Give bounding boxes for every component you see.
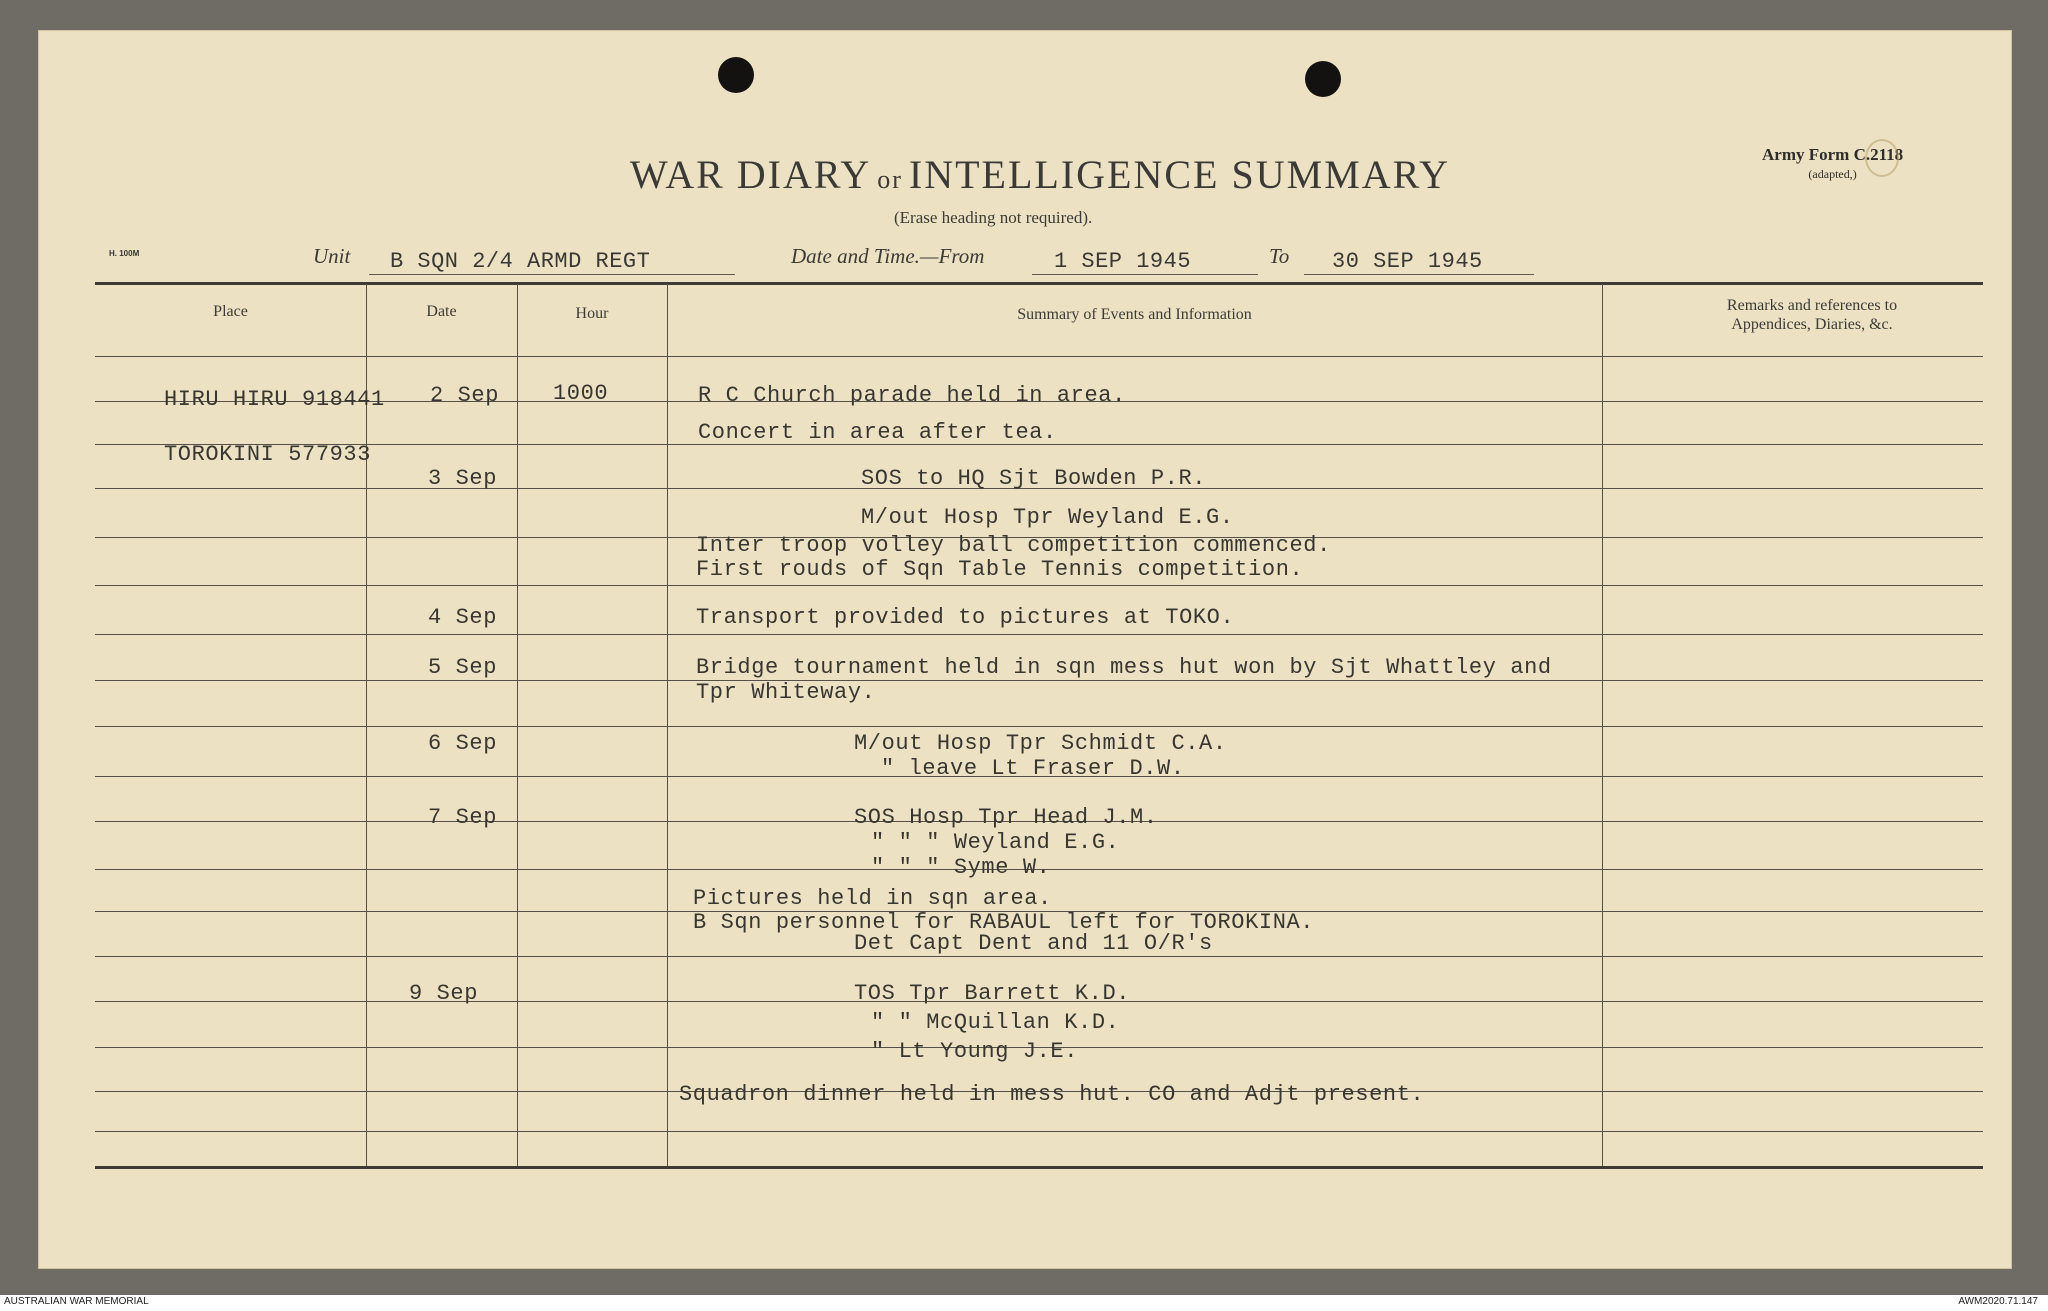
col-head-summary: Summary of Events and Information [1017, 306, 1252, 323]
summary-line: Pictures held in sqn area. [693, 886, 1052, 911]
table-top-border [95, 282, 1983, 285]
ruled-line [95, 1131, 1983, 1132]
summary-line: R C Church parade held in area. [698, 383, 1126, 408]
date-entry: 3 Sep [428, 466, 498, 491]
from-underline [1032, 274, 1258, 275]
summary-line: " Lt Young J.E. [871, 1039, 1079, 1064]
unit-value: B SQN 2/4 ARMD REGT [390, 249, 651, 274]
summary-line: " " " Syme W. [871, 855, 1051, 880]
ruled-line [95, 726, 1983, 727]
summary-line: " leave Lt Fraser D.W. [881, 756, 1185, 781]
place-entry: HIRU HIRU 918441 [164, 387, 385, 412]
date-entry: 6 Sep [428, 731, 498, 756]
title-intelligence-summary: INTELLIGENCE SUMMARY [908, 152, 1450, 197]
date-time-label: Date and Time.—From [791, 244, 985, 268]
date-entry: 7 Sep [428, 805, 498, 830]
col-divider-hour [667, 284, 668, 1166]
table-bottom-border [95, 1166, 1983, 1169]
summary-line: Tpr Whiteway. [696, 680, 876, 705]
summary-line: Inter troop volley ball competition commenced. [696, 533, 1331, 558]
date-entry: 4 Sep [428, 605, 498, 630]
summary-line: First rouds of Sqn Table Tennis competition. [696, 557, 1304, 582]
title-or: or [877, 165, 903, 194]
ruled-line [95, 585, 1983, 586]
archive-footer [0, 1295, 2048, 1311]
col-divider-date [517, 284, 518, 1166]
col-head-remarks: Remarks and references to Appendices, Diaries, &c. [1726, 297, 1898, 333]
summary-line: SOS Hosp Tpr Head J.M. [854, 805, 1158, 830]
ruled-line [95, 956, 1983, 957]
summary-line: " " " Weyland E.G. [871, 830, 1120, 855]
footer-accession-number: AWM2020.71.147 [1958, 1296, 2038, 1307]
ruled-line [95, 634, 1983, 635]
stamp-mark [1865, 139, 1899, 177]
army-form-number: Army Form C.2118 (adapted,) [1762, 145, 1904, 181]
to-value: 30 SEP 1945 [1332, 249, 1483, 274]
ruled-line [95, 680, 1983, 681]
summary-line: Det Capt Dent and 11 O/R's [854, 931, 1213, 956]
summary-line: TOS Tpr Barrett K.D. [854, 981, 1131, 1006]
hour-entry: 1000 [553, 381, 609, 406]
punch-hole [718, 57, 754, 93]
form-code: H. 100M [109, 249, 140, 258]
summary-line: Transport provided to pictures at TOKO. [696, 605, 1235, 630]
title-war-diary: WAR DIARY [629, 152, 872, 197]
erase-note: (Erase heading not required). [894, 208, 1093, 227]
diary-sheet [39, 31, 2011, 1268]
date-entry: 9 Sep [409, 981, 479, 1006]
date-entry: 2 Sep [430, 383, 500, 408]
col-head-date: Date [426, 303, 457, 320]
summary-line: SOS to HQ Sjt Bowden P.R. [861, 466, 1207, 491]
col-head-place: Place [213, 303, 248, 320]
place-entry: TOROKINI 577933 [164, 442, 372, 467]
unit-label: Unit [313, 244, 351, 268]
form-title [39, 151, 1450, 198]
to-label: To [1269, 244, 1290, 268]
col-divider-place [366, 284, 367, 1166]
summary-line: Squadron dinner held in mess hut. CO and Adjt present. [679, 1082, 1425, 1107]
header-divider [95, 356, 1983, 357]
summary-line: Bridge tournament held in sqn mess hut won by Sjt Whattley and [696, 655, 1552, 680]
summary-line: " " McQuillan K.D. [871, 1010, 1120, 1035]
date-entry: 5 Sep [428, 655, 498, 680]
punch-hole [1305, 61, 1341, 97]
summary-line: Concert in area after tea. [698, 420, 1057, 445]
col-head-hour: Hour [575, 305, 609, 322]
summary-line: M/out Hosp Tpr Weyland E.G. [861, 505, 1234, 530]
summary-line: B Sqn personnel for RABAUL left for TOROKINA. [693, 910, 1315, 935]
from-value: 1 SEP 1945 [1054, 249, 1192, 274]
col-divider-summary [1602, 284, 1603, 1166]
to-underline [1304, 274, 1534, 275]
unit-underline [369, 274, 735, 275]
summary-line: M/out Hosp Tpr Schmidt C.A. [854, 731, 1227, 756]
footer-institution: AUSTRALIAN WAR MEMORIAL [4, 1296, 149, 1307]
